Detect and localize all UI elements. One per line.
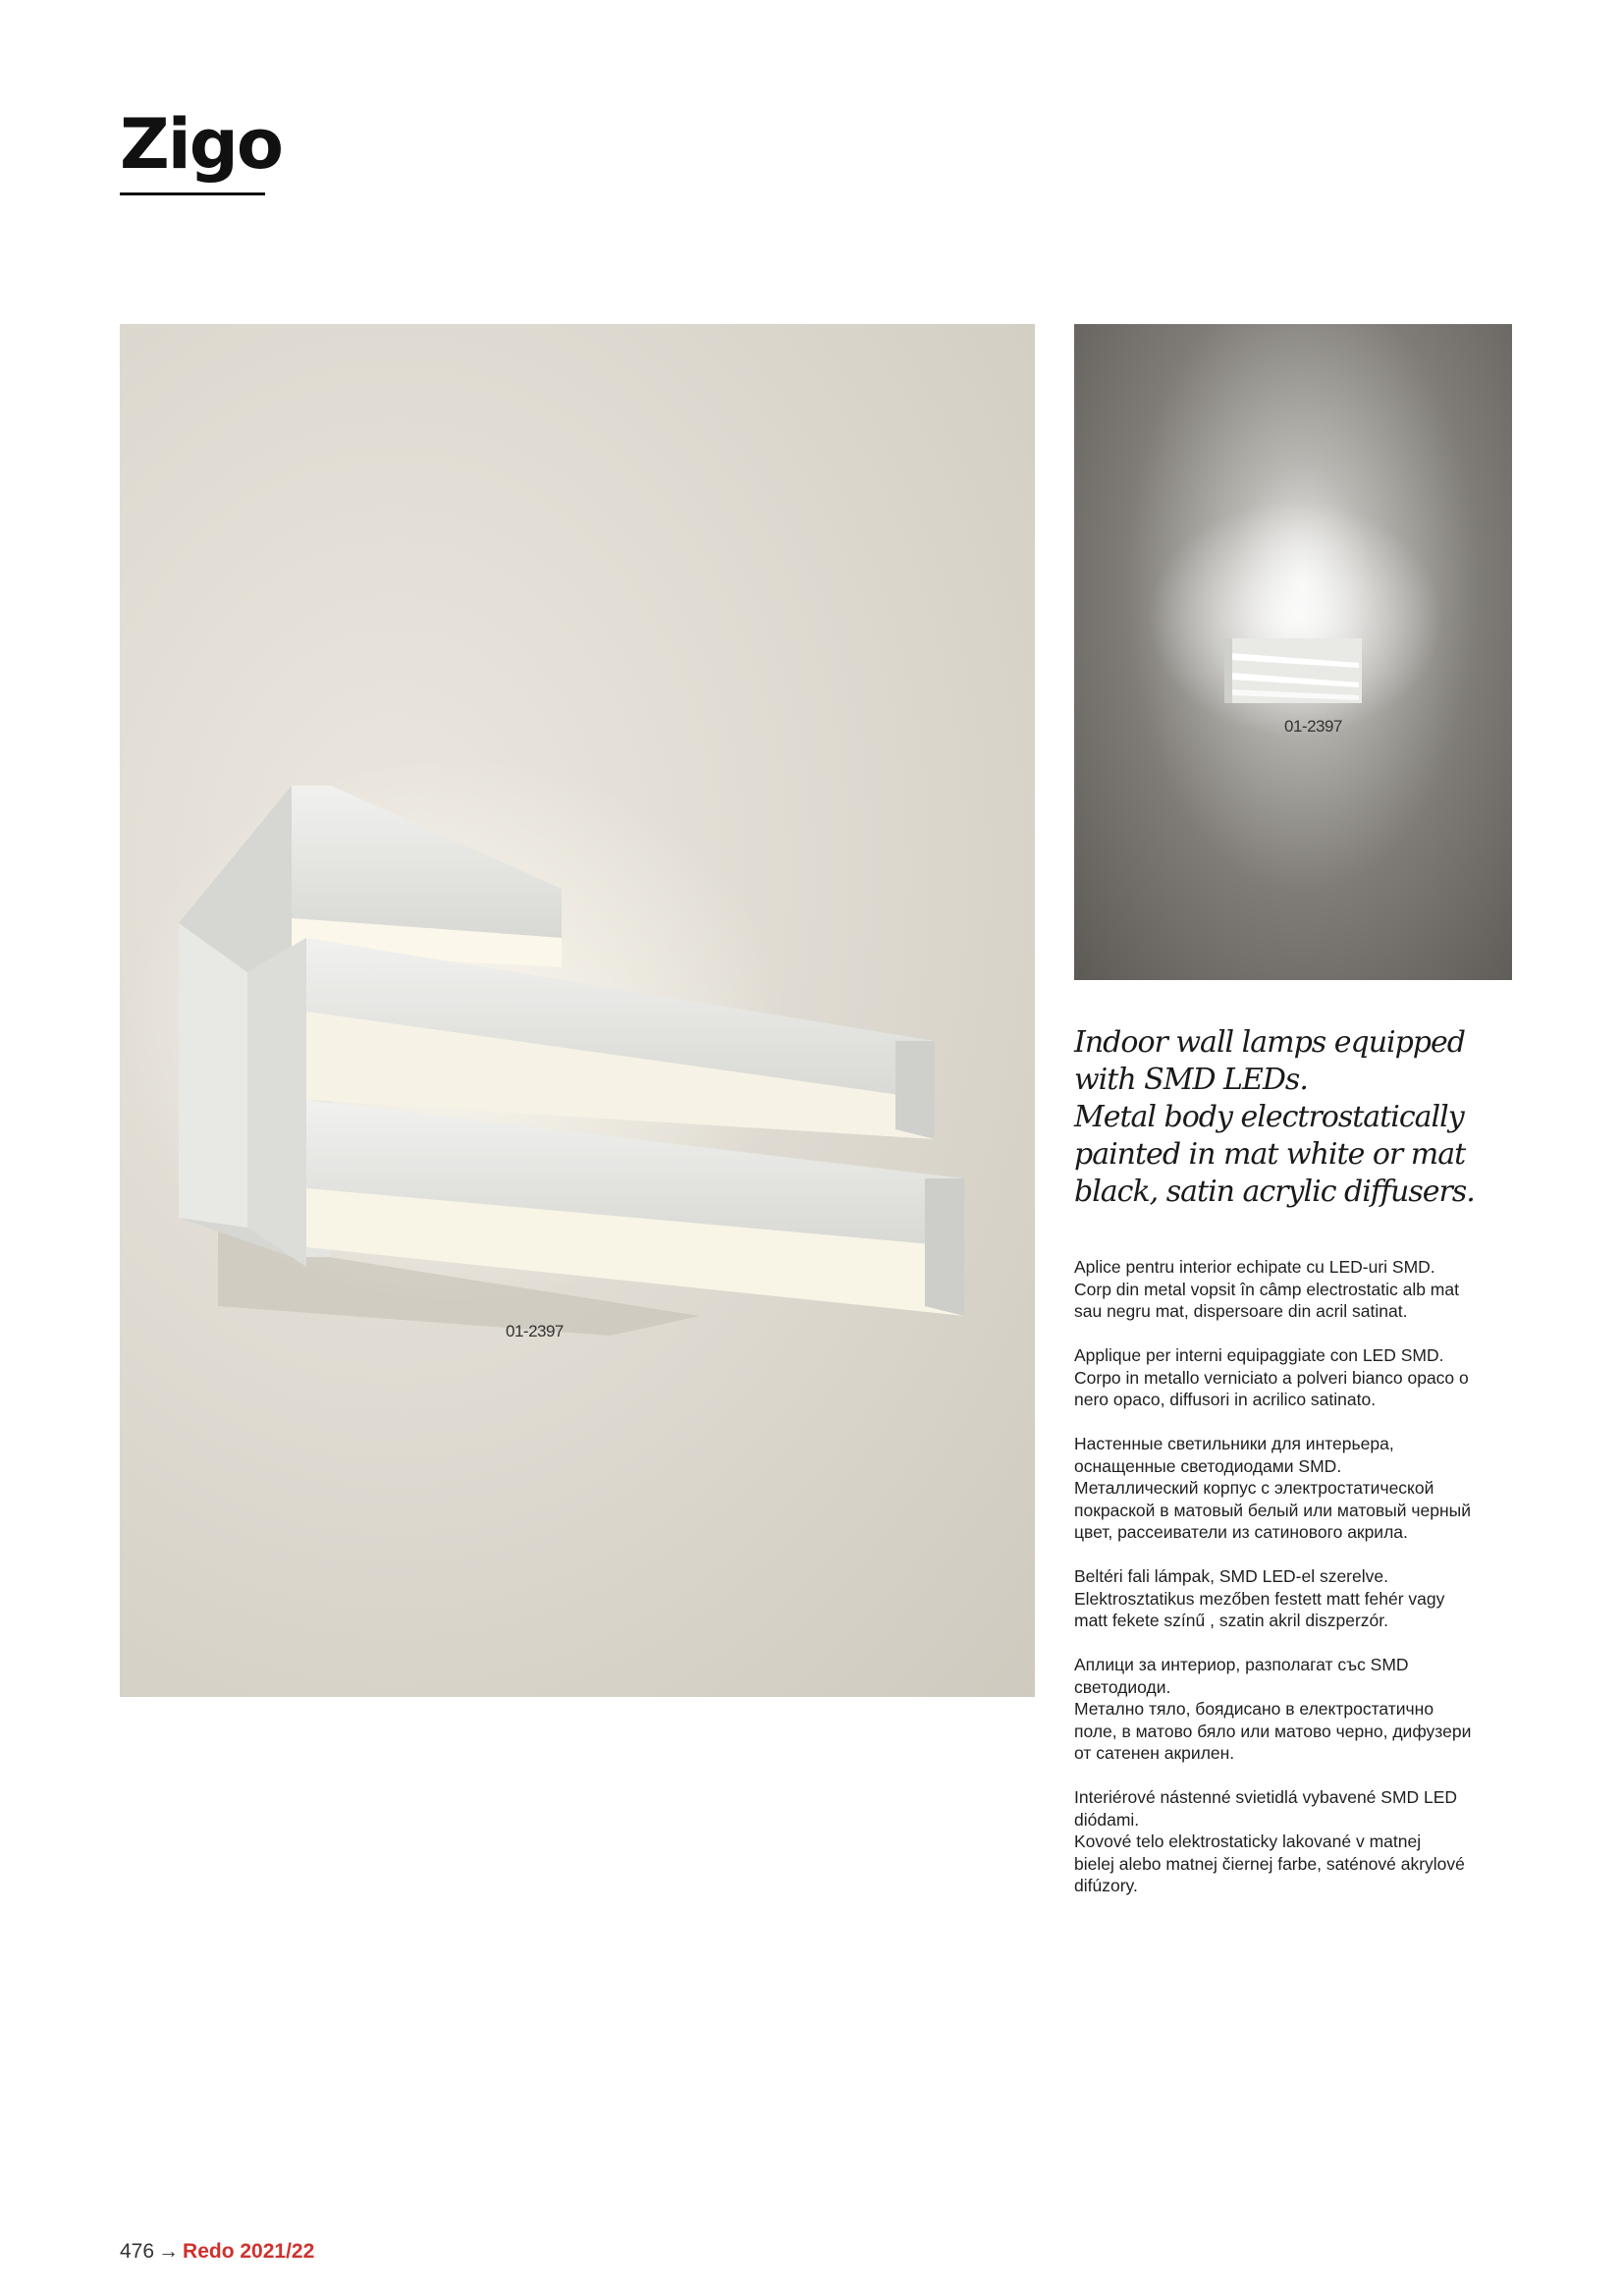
description-line: Kovové telo elektrostaticky lakované v matnej — [1074, 1831, 1422, 1851]
wall-lamp-illustration — [120, 324, 1035, 1697]
description-line: покраской в матовый белый или матовый черный — [1074, 1500, 1471, 1520]
main-product-photo — [120, 324, 1035, 1697]
heading-line: painted in mat white or mat — [1074, 1137, 1466, 1172]
heading-line: Metal body electrostatically — [1074, 1100, 1464, 1134]
description-russian — [1074, 1433, 1526, 1544]
page-title: Zigo — [120, 104, 282, 185]
product-heading — [1074, 1024, 1506, 1211]
wall-lamp-dark-illustration — [1074, 324, 1512, 980]
page-footer — [120, 2241, 314, 2262]
description-line: Аплици за интериор, разполагат със SMD — [1074, 1655, 1409, 1674]
description-line: Interiérové nástenné svietidlá vybavené SMD LED — [1074, 1787, 1458, 1807]
description-line: Aplice pentru interior echipate cu LED-uri SMD. — [1074, 1257, 1435, 1277]
description-line: Applique per interni equipaggiate con LED SMD. — [1074, 1345, 1444, 1365]
arrow-right-icon: → — [158, 2240, 180, 2263]
description-bulgarian — [1074, 1654, 1526, 1765]
description-line: светодиоди. — [1074, 1676, 1171, 1697]
description-line: Elektrosztatikus mezőben festett matt fehér vagy — [1074, 1588, 1445, 1609]
description-line: bielej alebo matnej čiernej farbe, saténové akrylové — [1074, 1853, 1465, 1874]
catalog-brand: Redo 2021/22 — [183, 2240, 315, 2263]
heading-line: Indoor wall lamps equipped — [1074, 1025, 1465, 1060]
description-line: цвет, рассеиватели из сатинового акрила. — [1074, 1522, 1408, 1542]
description-line: diódami. — [1074, 1809, 1140, 1830]
heading-line: with SMD LEDs. — [1074, 1063, 1308, 1097]
description-italian — [1074, 1344, 1526, 1411]
description-line: Corpo in metallo verniciato a polveri bianco opaco o — [1074, 1367, 1469, 1388]
description-line: поле, в матово бяло или матово черно, дифузери — [1074, 1721, 1472, 1741]
product-code-label: 01-2397 — [506, 1322, 564, 1340]
heading-line: black, satin acrylic diffusers. — [1074, 1175, 1475, 1209]
secondary-product-photo — [1074, 324, 1512, 980]
description-hungarian — [1074, 1565, 1526, 1632]
description-line: Настенные светильники для интерьера, — [1074, 1434, 1394, 1453]
page-number: 476 — [120, 2240, 155, 2263]
title-underline — [120, 192, 265, 195]
description-line: matt fekete színű , szatin akril diszperzór. — [1074, 1611, 1388, 1630]
description-romanian — [1074, 1256, 1526, 1323]
description-line: nero opaco, diffusori in acrilico satinato. — [1074, 1390, 1377, 1409]
description-line: Метално тяло, боядисано в електростатично — [1074, 1699, 1434, 1719]
description-line: sau negru mat, dispersoare din acril satinat. — [1074, 1301, 1408, 1321]
description-slovak — [1074, 1786, 1526, 1897]
description-line: Beltéri fali lámpak, SMD LED-el szerelve. — [1074, 1566, 1388, 1586]
description-line: Corp din metal vopsit în câmp electrostatic alb mat — [1074, 1279, 1459, 1299]
description-line: от сатенен акрилен. — [1074, 1743, 1235, 1763]
description-line: difúzory. — [1074, 1876, 1138, 1895]
description-line: оснащенные светодиодами SMD. — [1074, 1455, 1342, 1476]
product-code-label: 01-2397 — [1284, 717, 1342, 736]
description-line: Металлический корпус с электростатической — [1074, 1478, 1434, 1498]
